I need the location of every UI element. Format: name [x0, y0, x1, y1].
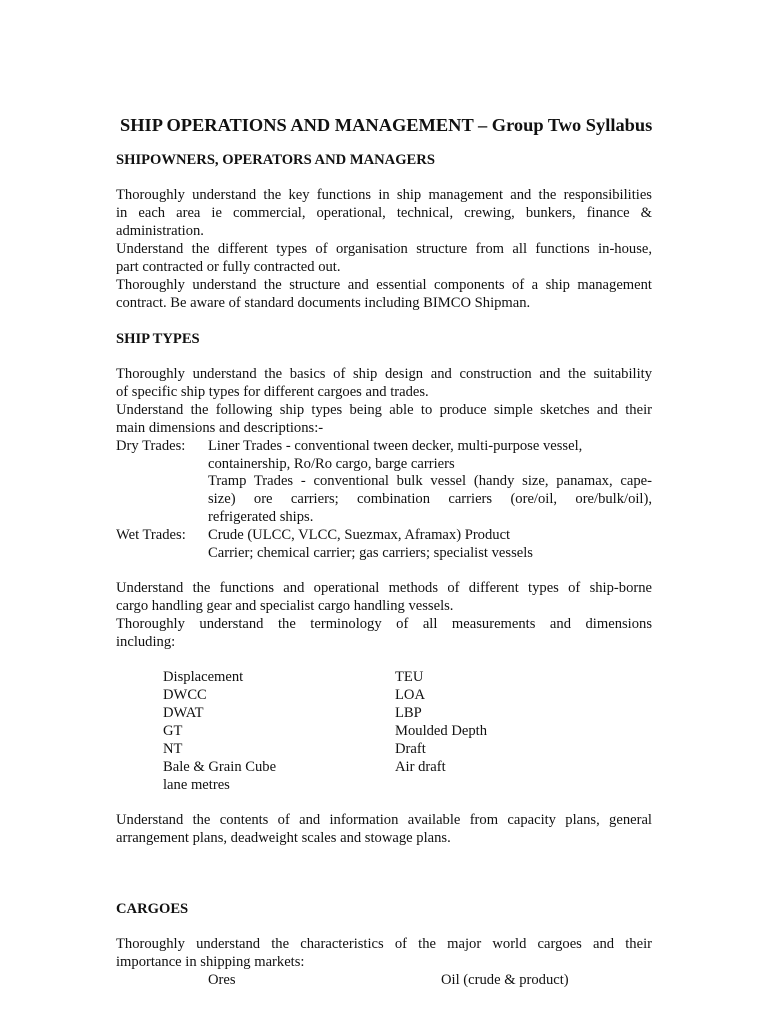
- term-item: DWCC: [163, 687, 207, 703]
- text-line: including:: [116, 634, 176, 650]
- text-line: of specific ship types for different cargoes and trades.: [116, 384, 429, 400]
- text-line: refrigerated ships.: [208, 509, 314, 525]
- wet-trades-label: Wet Trades:: [116, 527, 186, 543]
- text-line: cargo handling gear and specialist cargo handling vessels.: [116, 598, 454, 614]
- text-line: Liner Trades - conventional tween decker, multi-purpose vessel,: [208, 438, 583, 454]
- text-line: part contracted or fully contracted out.: [116, 259, 341, 275]
- text-line: Thoroughly understand the terminology of all measurements and dimensions: [116, 616, 652, 632]
- text-line: Thoroughly understand the basics of ship design and construction and the suitability: [116, 366, 652, 382]
- text-line: contract. Be aware of standard documents including BIMCO Shipman.: [116, 295, 531, 311]
- text-line: Understand the functions and operational methods of different types of ship-borne: [116, 580, 652, 596]
- term-item: DWAT: [163, 705, 204, 721]
- text-line: Carrier; chemical carrier; gas carriers; specialist vessels: [208, 545, 533, 561]
- term-item: Bale & Grain Cube: [163, 759, 277, 775]
- section-heading-ship-types: SHIP TYPES: [116, 331, 200, 347]
- page-title: SHIP OPERATIONS AND MANAGEMENT – Group Two Syllabus: [120, 115, 653, 135]
- term-item: GT: [163, 723, 183, 739]
- term-item: TEU: [395, 669, 424, 685]
- term-item: Draft: [395, 741, 426, 757]
- text-line: Understand the different types of organisation structure from all functions in-house,: [116, 241, 652, 257]
- term-item: Displacement: [163, 669, 244, 685]
- term-item: lane metres: [163, 777, 230, 793]
- cargo-item: Oil (crude & product): [441, 972, 569, 988]
- text-line: arrangement plans, deadweight scales and stowage plans.: [116, 830, 451, 846]
- text-line: Thoroughly understand the characteristics of the major world cargoes and their: [116, 936, 652, 952]
- cargo-item: Ores: [208, 972, 236, 988]
- term-item: LBP: [395, 705, 422, 721]
- text-line: Thoroughly understand the structure and essential components of a ship management: [116, 277, 652, 293]
- text-line: containership, Ro/Ro cargo, barge carriers: [208, 456, 455, 472]
- text-line: Crude (ULCC, VLCC, Suezmax, Aframax) Product: [208, 527, 511, 543]
- text-line: Thoroughly understand the key functions in ship management and the responsibilities: [116, 187, 652, 203]
- term-item: Air draft: [395, 759, 446, 775]
- dry-trades-label: Dry Trades:: [116, 438, 186, 454]
- section-heading-shipowners: SHIPOWNERS, OPERATORS AND MANAGERS: [116, 152, 435, 168]
- text-line: administration.: [116, 223, 204, 239]
- text-line: importance in shipping markets:: [116, 954, 305, 970]
- term-item: NT: [163, 741, 183, 757]
- text-line: size) ore carriers; combination carriers (ore/oil, ore/bulk/oil),: [208, 491, 652, 507]
- term-item: Moulded Depth: [395, 723, 488, 739]
- text-line: main dimensions and descriptions:-: [116, 420, 324, 436]
- text-line: in each area ie commercial, operational, technical, crewing, bunkers, finance &: [116, 205, 652, 221]
- section-heading-cargoes: CARGOES: [116, 901, 189, 917]
- term-item: LOA: [395, 687, 425, 703]
- text-line: Understand the following ship types being able to produce simple sketches and their: [116, 402, 652, 418]
- text-line: Understand the contents of and information available from capacity plans, general: [116, 812, 652, 828]
- text-line: Tramp Trades - conventional bulk vessel (handy size, panamax, cape-: [208, 473, 652, 489]
